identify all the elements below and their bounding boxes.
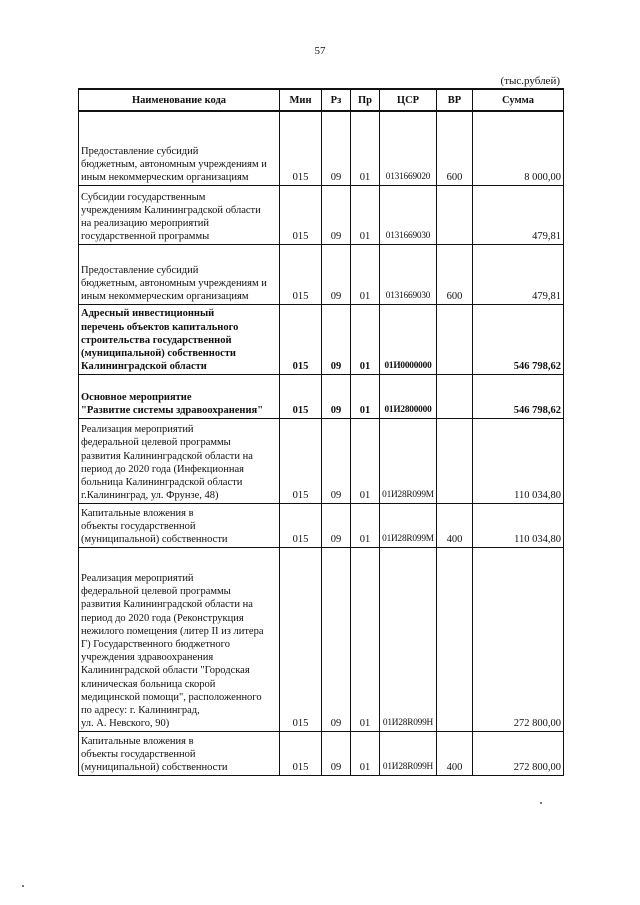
table-row bbox=[79, 503, 564, 547]
row-csr: 01И0000000 bbox=[380, 304, 437, 374]
row-min: 015 bbox=[280, 185, 322, 244]
row-min: 015 bbox=[280, 418, 322, 503]
page-number: 57 bbox=[314, 45, 326, 57]
header-vr: ВР bbox=[437, 89, 473, 111]
row-min: 015 bbox=[280, 244, 322, 304]
row-vr bbox=[437, 418, 473, 503]
row-sum: 546 798,62 bbox=[473, 374, 564, 418]
row-rz: 09 bbox=[322, 374, 351, 418]
header-pr: Пр bbox=[351, 89, 380, 111]
row-sum: 546 798,62 bbox=[473, 304, 564, 374]
row-name: Капитальные вложения в объекты государственной (муниципальной) собственности bbox=[79, 503, 280, 547]
row-rz: 09 bbox=[322, 731, 351, 775]
table-row bbox=[79, 304, 564, 374]
table-row bbox=[79, 244, 564, 304]
row-min: 015 bbox=[280, 374, 322, 418]
row-vr bbox=[437, 304, 473, 374]
table-row bbox=[79, 185, 564, 244]
header-csr: ЦСР bbox=[380, 89, 437, 111]
row-rz: 09 bbox=[322, 111, 351, 185]
header-min: Мин bbox=[280, 89, 322, 111]
row-min: 015 bbox=[280, 503, 322, 547]
row-vr: 600 bbox=[437, 244, 473, 304]
row-rz: 09 bbox=[322, 304, 351, 374]
table-row bbox=[79, 111, 564, 185]
row-vr bbox=[437, 374, 473, 418]
row-csr: 01И28R099М bbox=[380, 503, 437, 547]
row-rz: 09 bbox=[322, 503, 351, 547]
row-sum: 110 034,80 bbox=[473, 503, 564, 547]
row-sum: 272 800,00 bbox=[473, 731, 564, 775]
row-pr: 01 bbox=[351, 731, 380, 775]
row-pr: 01 bbox=[351, 111, 380, 185]
row-name: Предоставление субсидий бюджетным, автономным учреждениям и иным некоммерческим организациям bbox=[79, 111, 280, 185]
row-csr: 0131669020 bbox=[380, 111, 437, 185]
row-pr: 01 bbox=[351, 304, 380, 374]
row-vr bbox=[437, 185, 473, 244]
units-label: (тыс.рублей) bbox=[500, 75, 560, 87]
row-vr: 400 bbox=[437, 731, 473, 775]
row-name: Реализация мероприятий федеральной целевой программы развития Калининградской области на период до 2020 года (Инфекционная больница Калининградской области г.Калининград, ул. Фрунзе, 48) bbox=[79, 418, 280, 503]
row-pr: 01 bbox=[351, 547, 380, 731]
row-min: 015 bbox=[280, 111, 322, 185]
row-min: 015 bbox=[280, 304, 322, 374]
row-rz: 09 bbox=[322, 418, 351, 503]
row-name: Реализация мероприятий федеральной целевой программы развития Калининградской области на период до 2020 года (Реконструкция нежилого помещения (литер II из литера Г) Государственного бюджетного учреждения здравоохранения Калининградской области "Городская клиническая больница скорой медицинской помощи", расположенного по адресу: г. Калининград, ул. А. Невского, 90) bbox=[79, 547, 280, 731]
row-name: Адресный инвестиционный перечень объектов капитального строительства государственной (муниципальной) собственности Калининградской области bbox=[79, 304, 280, 374]
header-sum: Сумма bbox=[473, 89, 564, 111]
row-vr: 400 bbox=[437, 503, 473, 547]
row-csr: 01И28R099Н bbox=[380, 547, 437, 731]
row-sum: 8 000,00 bbox=[473, 111, 564, 185]
table-row bbox=[79, 374, 564, 418]
row-pr: 01 bbox=[351, 244, 380, 304]
header-name: Наименование кода bbox=[79, 89, 280, 111]
row-csr: 01И28R099Н bbox=[380, 731, 437, 775]
row-sum: 479,81 bbox=[473, 244, 564, 304]
row-csr: 01И2800000 bbox=[380, 374, 437, 418]
row-pr: 01 bbox=[351, 185, 380, 244]
header-rz: Рз bbox=[322, 89, 351, 111]
row-min: 015 bbox=[280, 731, 322, 775]
row-pr: 01 bbox=[351, 374, 380, 418]
row-name: Предоставление субсидий бюджетным, автономным учреждениям и иным некоммерческим организациям bbox=[79, 244, 280, 304]
row-name: Капитальные вложения в объекты государственной (муниципальной) собственности bbox=[79, 731, 280, 775]
row-pr: 01 bbox=[351, 418, 380, 503]
row-csr: 0131669030 bbox=[380, 185, 437, 244]
row-min: 015 bbox=[280, 547, 322, 731]
row-pr: 01 bbox=[351, 503, 380, 547]
table-row bbox=[79, 547, 564, 731]
row-csr: 01И28R099М bbox=[380, 418, 437, 503]
row-vr bbox=[437, 547, 473, 731]
row-sum: 272 800,00 bbox=[473, 547, 564, 731]
scan-speck bbox=[540, 802, 542, 804]
row-rz: 09 bbox=[322, 185, 351, 244]
row-name: Субсидии государственным учреждениям Калининградской области на реализацию мероприятий государственной программы bbox=[79, 185, 280, 244]
row-rz: 09 bbox=[322, 244, 351, 304]
row-name: Основное мероприятие "Развитие системы здравоохранения" bbox=[79, 374, 280, 418]
table-row bbox=[79, 731, 564, 775]
row-csr: 0131669030 bbox=[380, 244, 437, 304]
table-row bbox=[79, 418, 564, 503]
row-vr: 600 bbox=[437, 111, 473, 185]
row-sum: 479,81 bbox=[473, 185, 564, 244]
scan-speck bbox=[22, 885, 24, 887]
row-sum: 110 034,80 bbox=[473, 418, 564, 503]
budget-table bbox=[78, 88, 564, 776]
header-row bbox=[79, 89, 564, 111]
row-rz: 09 bbox=[322, 547, 351, 731]
